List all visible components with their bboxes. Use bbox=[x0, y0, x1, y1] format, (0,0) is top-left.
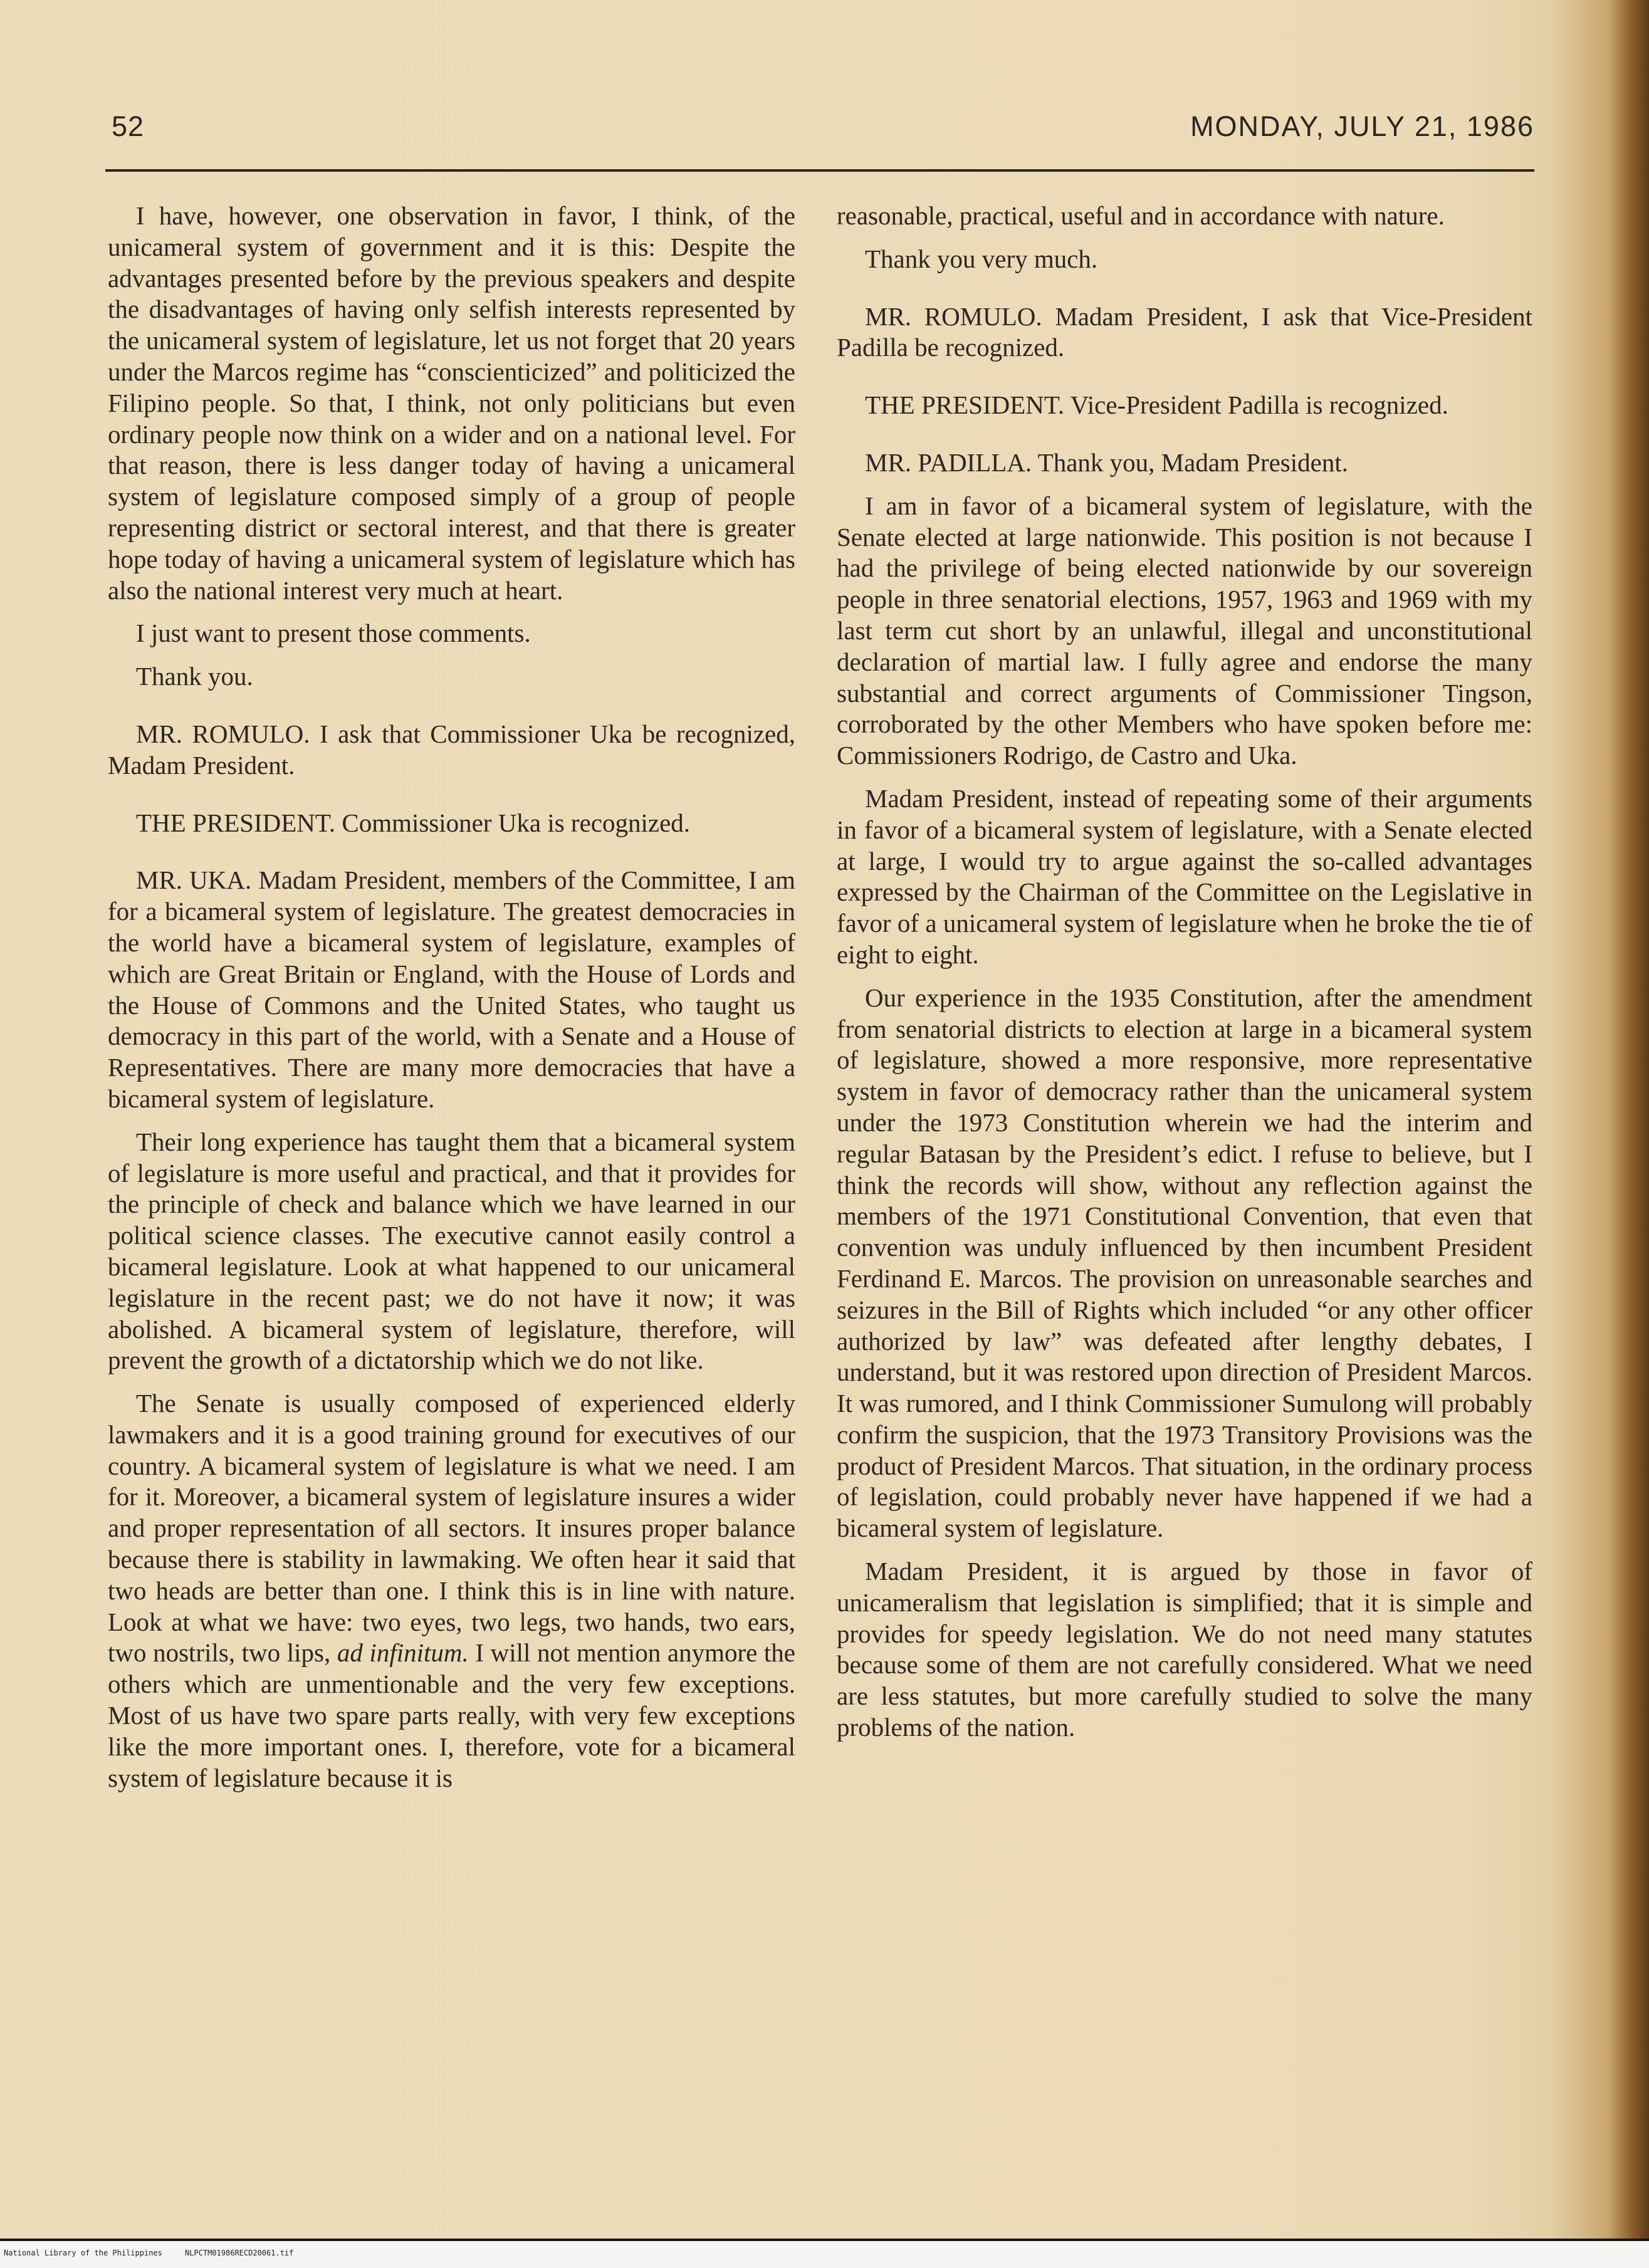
header-rule bbox=[105, 169, 1534, 172]
paragraph: Madam President, it is argued by those in favor of unicameralism that legislation is simplified; that it is simple and provides for speedy legislation. We do not need many statutes because some of them are not carefully considered. What we need are less statutes, but more carefully studied to solve the many problems of the nation. bbox=[837, 1557, 1532, 1742]
paragraph-text: I will not mention anymore the others which are unmentionable and the very few exceptions. Most of us have two spare parts really, with very few exceptions like the more important ones. I, therefore, vote for a bicameral system of legislature because it is bbox=[108, 1638, 796, 1792]
running-head-date: MONDAY, JULY 21, 1986 bbox=[1190, 110, 1534, 142]
paragraph: MR. PADILLA. Thank you, Madam President. bbox=[865, 447, 1348, 477]
right-column bbox=[837, 201, 1532, 1755]
paragraph bbox=[108, 1388, 795, 1794]
paragraph: MR. ROMULO. Madam President, I ask that Vice-President Padilla be recognized. bbox=[837, 301, 1532, 362]
paragraph: reasonable, practical, useful and in accordance with nature. bbox=[837, 201, 1445, 230]
left-column bbox=[108, 201, 795, 1806]
paragraph: MR. ROMULO. I ask that Commissioner Uka be recognized, Madam President. bbox=[108, 719, 795, 780]
paragraph: I just want to present those comments. bbox=[136, 619, 531, 648]
paragraph: Madam President, instead of repeating some of their arguments in favor of a bicameral system of legislature, with a Senate elected at large, I would try to argue against the so-called advantages expressed by the Chairman of the Committee on the Legislative in favor of a unicameral system of legislature when he broke the tie of eight to eight. bbox=[837, 783, 1532, 969]
paragraph-text: The Senate is usually composed of experienced elderly lawmakers and it is a good training ground for executives of our country. A bicameral system of legislature is what we need. I am for it. Moreover, a bicameral system of legislature insures a wider and proper representation of all sectors. It insures proper balance because there is stability in lawmaking. We often hear it said that two heads are better than one. I think this is in line with nature. Look at what we have: two eyes, two legs, two hands, two ears, two nostrils, two lips, bbox=[108, 1389, 795, 1668]
paragraph: THE PRESIDENT. Commissioner Uka is recognized. bbox=[136, 808, 691, 837]
paragraph: I am in favor of a bicameral system of legislature, with the Senate elected at large nationwide. This position is not because I had the privilege of being elected nationwide by our sovereign people in three senatorial elections, 1957, 1963 and 1969 with my last term cut short by an unlawful, illegal and unconstitutional declaration of martial law. I fully agree and endorse the many substantial and correct arguments of Commissioner Tingson, corroborated by the other Members who have spoken before me: Commissioners Rodrigo, de Castro and Uka. bbox=[837, 491, 1532, 770]
paragraph: THE PRESIDENT. Vice-President Padilla is recognized. bbox=[865, 390, 1448, 420]
scan-caption: National Library of the Philippines NLPCTM01986RECD20061.tif bbox=[4, 2249, 294, 2257]
paragraph: Thank you very much. bbox=[865, 244, 1098, 273]
paragraph: MR. UKA. Madam President, members of the Committee, I am for a bicameral system of legislature. The greatest democracies in the world have a bicameral system of legislature, examples of which are Great Britain or England, with the House of Lords and the House of Commons and the United States, who taught us democracy in this part of the world, with a Senate and a House of Representatives. There are many more democracies that have a bicameral system of legislature. bbox=[108, 865, 795, 1113]
paragraph: Our experience in the 1935 Constitution, after the amendment from senatorial districts to election at large in a bicameral system of legislature, showed a more responsive, more representative system in favor of democracy rather than the unicameral system under the 1973 Constitution wherein we had the interim and regular Batasan by the President’s edict. I refuse to believe, but I think the records will show, without any reflection against the members of the 1971 Constitutional Convention, that even that convention was unduly influenced by then incumbent President Ferdinand E. Marcos. The provision on unreasonable searches and seizures in the Bill of Rights which included “or any other officer authorized by law” was defeated after lengthy debates, I understand, but it was restored upon direction of President Marcos. It was rumored, and I think Commissioner Sumulong will probably confirm the suspicion, that the 1973 Transitory Provisions was the product of President Marcos. That situation, in the ordinary process of legislation, could probably never have happened if we had a bicameral system of legislature. bbox=[837, 983, 1532, 1543]
paragraph: Thank you. bbox=[136, 662, 253, 691]
italic-phrase: ad infinitum. bbox=[337, 1638, 469, 1668]
page-number: 52 bbox=[112, 110, 145, 142]
paragraph: Their long experience has taught them that a bicameral system of legislature is more useful and practical, and that it provides for the principle of check and balance which we have learned in our political science classes. The executive cannot easily control a bicameral legislature. Look at what happened to our unicameral legislature in the recent past; we do not have it now; it was abolished. A bicameral system of legislature, therefore, will prevent the growth of a dictatorship which we do not like. bbox=[108, 1127, 795, 1375]
paragraph: I have, however, one observation in favor, I think, of the unicameral system of government and it is this: Despite the advantages presented before by the previous speakers and despite the disadvantages of having only selfish interests represented by the unicameral system of legislature, let us not forget that 20 years under the Marcos regime has “conscienticized” and politicized the Filipino people. So that, I think, not only politicians but even ordinary people now think on a wider and on a national level. For that reason, there is less danger today of having a unicameral system of legislature composed simply of a group of people representing district or sectoral interest, and that there is greater hope today of having a unicameral system of legislature which has also the national interest very much at heart. bbox=[108, 201, 795, 605]
